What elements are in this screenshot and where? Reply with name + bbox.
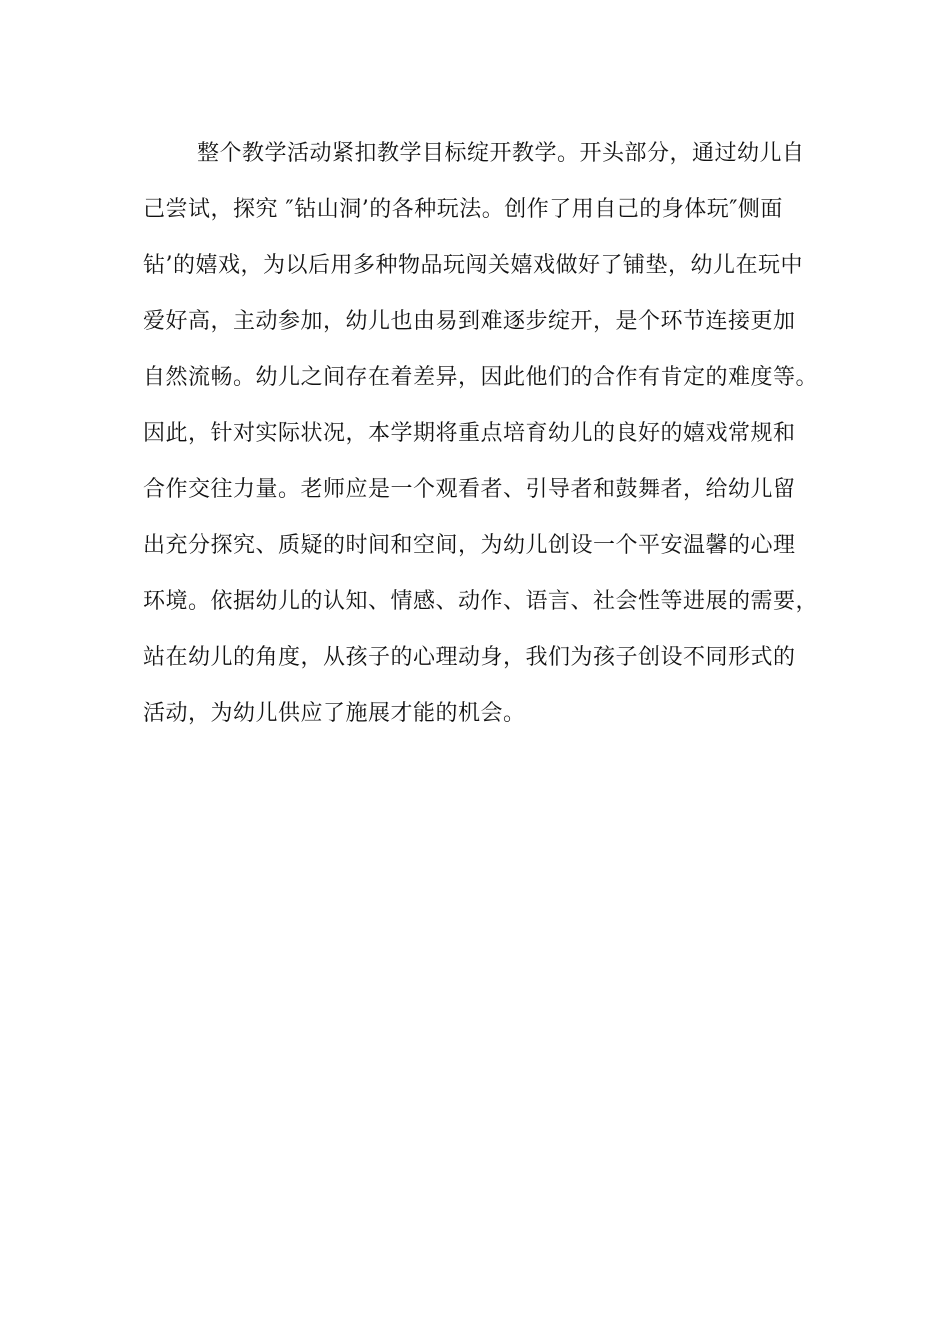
- paragraph-line: 因此，针对实际状况，本学期将重点培育幼儿的良好的嬉戏常规和: [143, 421, 796, 446]
- body-paragraph: [143, 134, 823, 750]
- paragraph-line: 己尝试，探究 ″钻山洞’的各种玩法。创作了用自己的身体玩″侧面: [143, 197, 783, 222]
- paragraph-line: 爱好高，主动参加，幼儿也由易到难逐步绽开，是个环节连接更加: [143, 309, 796, 334]
- paragraph-line: 活动，为幼儿供应了施展才能的机会。: [143, 701, 526, 726]
- paragraph-line: 自然流畅。幼儿之间存在着差异，因此他们的合作有肯定的难度等。: [143, 365, 819, 390]
- paragraph-line: 环境。依据幼儿的认知、情感、动作、语言、社会性等进展的需要，: [143, 589, 819, 614]
- paragraph-line: 站在幼儿的角度，从孩子的心理动身，我们为孩子创设不同形式的: [143, 645, 796, 670]
- paragraph-line: 整个教学活动紧扣教学目标绽开教学。开头部分，通过幼儿自: [197, 141, 805, 166]
- paragraph-line: 合作交往力量。老师应是一个观看者、引导者和鼓舞者，给幼儿留: [143, 477, 796, 502]
- paragraph-line: 钻’的嬉戏，为以后用多种物品玩闯关嬉戏做好了铺垫，幼儿在玩中: [143, 253, 803, 278]
- paragraph-line: 出充分探究、质疑的时间和空间，为幼儿创设一个平安温馨的心理: [143, 533, 796, 558]
